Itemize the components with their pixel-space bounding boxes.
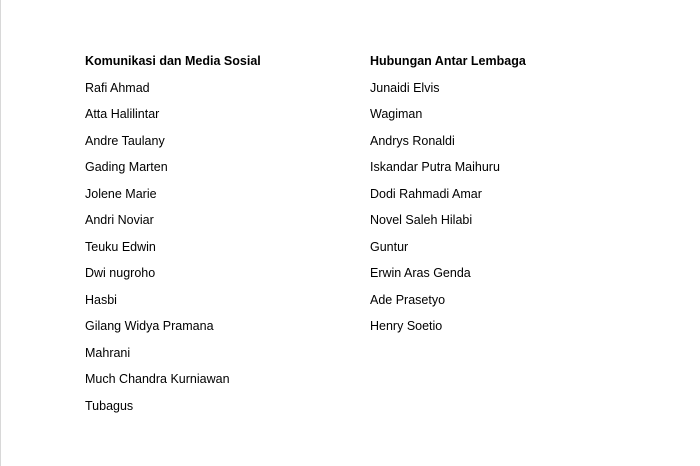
- column-heading: Hubungan Antar Lembaga: [370, 54, 526, 68]
- list-item: Teuku Edwin: [85, 239, 156, 254]
- list-item: Erwin Aras Genda: [370, 266, 471, 280]
- list-item: Andre Taulany: [85, 133, 165, 148]
- list-item: Rafi Ahmad: [85, 80, 150, 95]
- column-komunikasi-media-sosial: [85, 53, 345, 424]
- list-item: Andrys Ronaldi: [370, 133, 455, 148]
- list-item: Jolene Marie: [85, 186, 157, 201]
- list-item: Iskandar Putra Maihuru: [370, 160, 500, 174]
- list-item: Hasbi: [85, 292, 117, 307]
- list-item: Andri Noviar: [85, 213, 154, 227]
- list-item: Gilang Widya Pramana: [85, 319, 214, 333]
- list-item: Mahrani: [85, 345, 131, 360]
- list-item: Henry Soetio: [370, 319, 443, 333]
- list-item: Ade Prasetyo: [370, 292, 446, 307]
- name-list: [370, 80, 650, 336]
- list-item: Tubagus: [85, 398, 134, 413]
- list-item: Dodi Rahmadi Amar: [370, 186, 482, 201]
- list-item: Guntur: [370, 239, 409, 254]
- list-item: Novel Saleh Hilabi: [370, 213, 473, 227]
- page-left-border: [0, 0, 1, 466]
- list-item: Gading Marten: [85, 160, 168, 174]
- column-heading: Komunikasi dan Media Sosial: [85, 54, 261, 68]
- list-item: Much Chandra Kurniawan: [85, 372, 230, 386]
- list-item: Dwi nugroho: [85, 266, 156, 280]
- name-list: [85, 80, 345, 415]
- list-item: Wagiman: [370, 107, 423, 121]
- list-item: Atta Halilintar: [85, 107, 160, 121]
- column-hubungan-antar-lembaga: [370, 53, 650, 345]
- list-item: Junaidi Elvis: [370, 80, 440, 95]
